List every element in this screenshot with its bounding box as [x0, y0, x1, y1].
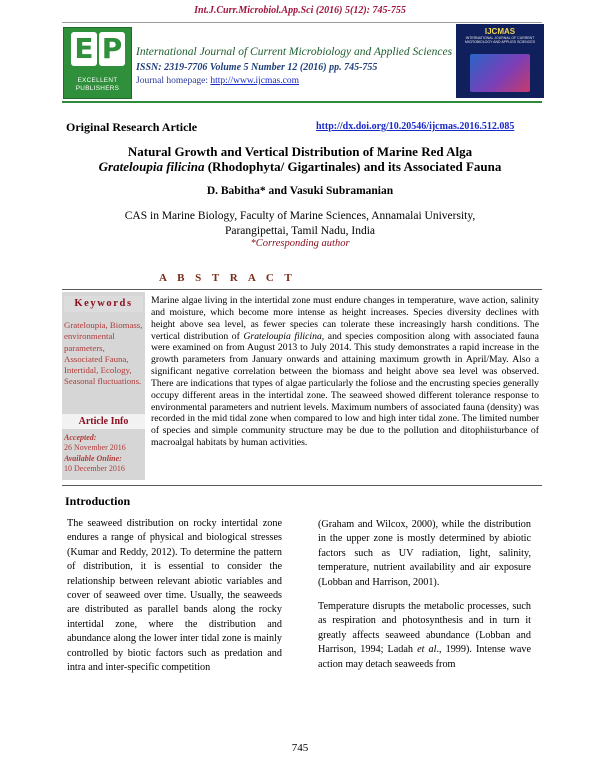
header-divider — [62, 22, 542, 23]
keywords-heading: Keywords — [64, 296, 143, 312]
available-online-date: 10 December 2016 — [64, 463, 125, 473]
abstract-text-part-1: Marine algae living in the intertidal zone must endure changes in temperature, wave action, salinity and moisture, which become more intense as height increases. Species diversity declines with height above sea level, as fewer species can tolerate these increasingly harsh conditions. The vertical distribution of — [151, 295, 539, 342]
journal-cover-image — [456, 24, 544, 98]
journal-homepage — [136, 76, 299, 86]
intro-paragraph-3 — [318, 600, 531, 672]
abstract-text-part-2: and species composition along with associated fauna were examined on from August 2013 to July 2014. This study demonstrates a rapid increase in the growth parameters from January onwards and attaining maximum growth in April/May. Also a significant negative correlation between the biomass and height above sea level was observed. There are indications that types of algae particularly the foliose and the encrusting species generally occupy different areas in the intertidal zone. The seaweed showed different tolerance response to environmental parameters and nutrient levels. Maximum numbers of associated fauna (density) was recorded in the mid tidal zone when compared to low and high inter tidal zone. The limited number of species and simple community structure may be due to the pollution and ditophiisturbance of macroalgal habitats by human activities. — [151, 330, 539, 449]
cover-artwork — [470, 54, 530, 92]
page-number: 745 — [291, 742, 309, 754]
author-list: D. Babitha* and Vasuki Subramanian — [206, 185, 394, 197]
intro-p3-part-b: ., 1999). Intense wave action may detach seaweeds from — [318, 644, 532, 670]
logo-letter-e: E — [71, 32, 97, 66]
keywords-list: Grateloupia, Biomass, environmental parameters, Associated Fauna, Intertidal, Ecology, Seasonal fluctuations. — [64, 320, 143, 387]
introduction-column-2 — [318, 518, 531, 682]
intro-paragraph-1: The seaweed distribution on rocky intertidal zone endures a range of physical and biological stresses (Kumar and Reddy, 2012). To determine the pattern of distribution, it is essential to consider the relationship between relevant abiotic variables and cover of seaweed over time. Usually, the seaweeds are distributed as parallel bands along the rocky intertidal zone, where the distribution and abundance along the lower inter tidal zone is mainly controlled by biotic factors such as predation and intra and inter-specific competition — [67, 518, 282, 674]
logo-letter-p: P — [99, 32, 125, 66]
abstract-top-rule — [62, 289, 542, 290]
accepted-date: 26 November 2016 — [64, 443, 126, 453]
intro-p3-italic: et al — [417, 644, 437, 656]
homepage-link[interactable]: http://www.ijcmas.com — [210, 76, 299, 86]
article-info-heading: Article Info — [62, 414, 145, 429]
header-bottom-rule — [62, 101, 542, 103]
species-name: Grateloupia filicina — [98, 159, 205, 174]
abstract-species-name: Grateloupia filicina, — [243, 330, 325, 342]
available-online-label: Available Online: — [64, 453, 122, 463]
running-head: Int.J.Curr.Microbiol.App.Sci (2016) 5(12): 745-755 — [194, 5, 406, 16]
affiliation-line-1: CAS in Marine Biology, Faculty of Marine Sciences, Annamalai University, — [124, 210, 476, 222]
doi-link[interactable]: http://dx.doi.org/10.20546/ijcmas.2016.512.085 — [316, 121, 515, 132]
title-line-2-rest: (Rhodophyta/ Gigartinales) and its Associated Fauna — [204, 159, 502, 174]
abstract-bottom-rule — [62, 485, 542, 486]
intro-p3-part-a: Temperature disrupts the metabolic processes, such as respiration and photosynthesis and in turn it greatly affects seaweed abundance (Lobban and Harrison, 1994; Ladah — [318, 601, 531, 656]
abstract-heading: A B S T R A C T — [159, 272, 296, 284]
abstract-text — [151, 295, 539, 449]
cover-title: IJCMAS — [484, 27, 516, 36]
introduction-column-1 — [67, 517, 282, 675]
affiliation-line-2: Parangipettai, Tamil Nadu, India — [224, 224, 376, 237]
cover-subtitle: INTERNATIONAL JOURNAL OF CURRENT MICROBIOLOGY AND APPLIED SCIENCES — [465, 36, 535, 44]
accepted-label: Accepted: — [64, 433, 97, 442]
homepage-label: Journal homepage: — [136, 76, 211, 86]
article-dates — [64, 433, 144, 474]
intro-paragraph-2: (Graham and Wilcox, 2000), while the distribution in the upper zone is mostly determined by abiotic factors such as UV radiation, light, salinity, temperature, nutrient availability and air exposure (Lobban and Harrison, 2001). — [318, 519, 531, 588]
publisher-logo — [63, 27, 132, 99]
article-title-line-2 — [0, 159, 600, 175]
issn-line: ISSN: 2319-7706 Volume 5 Number 12 (2016) pp. 745-755 — [136, 62, 378, 73]
affiliation — [0, 209, 600, 238]
article-type-label: Original Research Article — [66, 120, 198, 134]
corresponding-author-note: *Corresponding author — [250, 238, 350, 249]
introduction-heading: Introduction — [65, 494, 131, 508]
logo-publisher-text: EXCELLENT PUBLISHERS — [75, 77, 120, 92]
article-title-line-1: Natural Growth and Vertical Distribution of Marine Red Alga — [127, 144, 473, 159]
journal-name: International Journal of Current Microbiology and Applied Sciences — [136, 46, 453, 58]
